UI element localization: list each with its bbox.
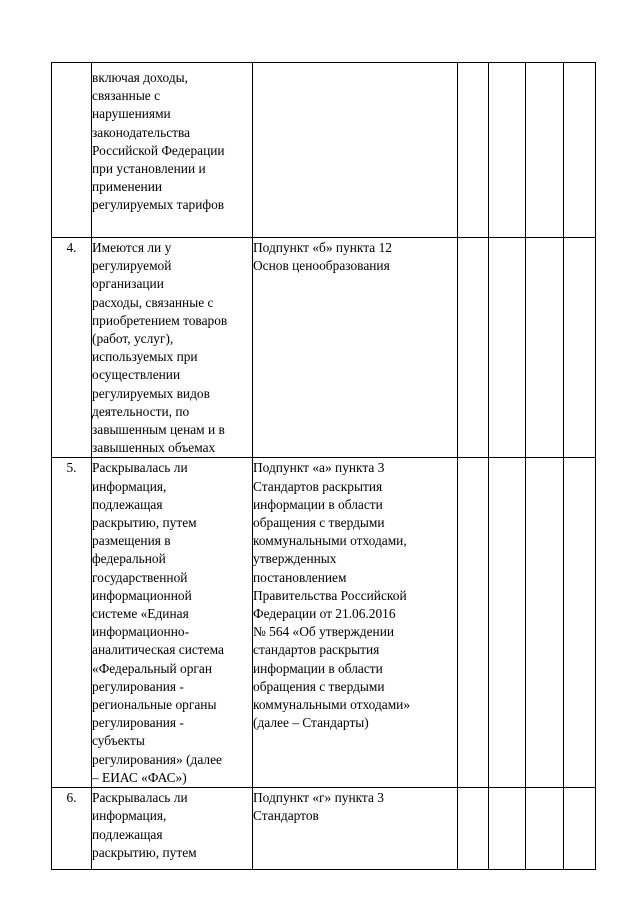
question-text-line: раскрытию, путем [92,844,197,860]
answer-cell[interactable] [564,788,596,870]
answer-cell[interactable] [458,458,489,788]
question-text-line: включая доходы, [92,70,189,85]
reference-text-line: Федерации от 21.06.2016 [253,606,396,622]
reference-text-line: Подпункт «г» пункта 3 [253,790,384,806]
answer-cell[interactable] [526,63,564,238]
answer-cell[interactable] [489,788,526,870]
question-text-line: субъекты [92,733,145,749]
question-text-line: регулирования - [92,678,184,694]
answer-cell[interactable] [564,63,596,238]
question-text-line: региональные органы [92,697,217,713]
row-number [52,63,92,238]
question-text-line: подлежащая [92,496,163,512]
question-text-line: осуществлении [92,367,181,383]
question-text-line: Имеются ли у [92,240,172,255]
row-number: 5. [52,458,92,788]
question-text-line: законодательства [92,124,191,140]
question-cell [92,238,253,458]
question-text-line: нарушениями [92,106,171,122]
reference-cell [253,788,458,870]
answer-cell[interactable] [489,63,526,238]
question-text-line: системе «Единая [92,606,189,622]
question-text-line: подлежащая [92,826,163,842]
answer-cell[interactable] [526,238,564,458]
answer-cell[interactable] [564,238,596,458]
reference-text-line: Правительства Российской [253,587,407,603]
reference-text-line: постановлением [253,569,347,585]
question-text-line: размещения в [92,533,171,549]
question-text-line: информационно- [92,624,190,640]
row-number: 6. [52,788,92,870]
reference-text-line: обращения с твердыми [253,678,385,694]
question-text-line: при установлении и [92,161,206,177]
question-text-line: регулирования - [92,715,184,731]
answer-cell[interactable] [526,458,564,788]
reference-text-line: обращения с твердыми [253,515,385,531]
reference-cell [253,63,458,238]
question-cell [92,788,253,870]
reference-cell [253,458,458,788]
question-cell [92,63,253,238]
reference-text-line: информации в области [253,660,383,676]
question-text-line: организации [92,276,164,292]
table-row [52,238,596,458]
question-text-line: деятельности, по [92,403,190,419]
question-text-line: аналитическая система [92,642,224,658]
reference-cell [253,238,458,458]
question-text-line: федеральной [92,551,166,567]
question-text-line: регулирования» (далее [92,751,223,767]
reference-text-line: коммунальными отходами, [253,533,407,549]
reference-text-line: утвержденных [253,551,337,567]
answer-cell[interactable] [458,788,489,870]
reference-text-line: Подпункт «б» пункта 12 [253,240,392,255]
question-text-line: применении [92,179,163,195]
table-row [52,63,596,238]
answer-cell[interactable] [458,238,489,458]
question-text-line: регулируемой [92,258,172,274]
checklist-table [51,62,596,870]
reference-text-line: № 564 «Об утверждении [253,624,395,640]
question-text-line: информация, [92,808,167,824]
question-text-line: завышенным ценам и в [92,422,225,438]
question-text-line: информация, [92,478,167,494]
question-text-line: расходы, связанные с [92,294,214,310]
reference-text-line: Стандартов [253,808,319,824]
table-row [52,788,596,870]
question-text-line: используемых при [92,349,198,365]
question-text-line: приобретением товаров [92,312,228,328]
reference-text-line: информации в области [253,496,383,512]
question-text-line: – ЕИАС «ФАС») [92,769,187,785]
question-text-line: регулируемых видов [92,385,210,401]
answer-cell[interactable] [489,458,526,788]
reference-text-line: стандартов раскрытия [253,642,380,658]
question-text-line: раскрытию, путем [92,515,197,531]
question-text-line: «Федеральный орган [92,660,213,676]
answer-cell[interactable] [458,63,489,238]
reference-text-line: Стандартов раскрытия [253,478,383,494]
question-text-line: информационной [92,587,192,603]
reference-text-line: (далее – Стандарты) [253,715,369,731]
table-row [52,458,596,788]
question-text-line: регулируемых тарифов [92,197,225,213]
question-text-line: связанные с [92,88,161,104]
reference-text-line: Подпункт «а» пункта 3 [253,460,385,476]
question-text-line: государственной [92,569,188,585]
question-text-line: завышенных объемах [92,440,216,456]
question-cell [92,458,253,788]
question-text-line: (работ, услуг), [92,331,174,347]
answer-cell[interactable] [526,788,564,870]
row-number: 4. [52,238,92,458]
question-text-line: Раскрывалась ли [92,790,188,806]
answer-cell[interactable] [564,458,596,788]
question-text-line: Раскрывалась ли [92,460,188,476]
reference-text-line: Основ ценообразования [253,258,390,274]
question-text-line: Российской Федерации [92,142,225,158]
answer-cell[interactable] [489,238,526,458]
reference-text-line: коммунальными отходами» [253,697,411,713]
